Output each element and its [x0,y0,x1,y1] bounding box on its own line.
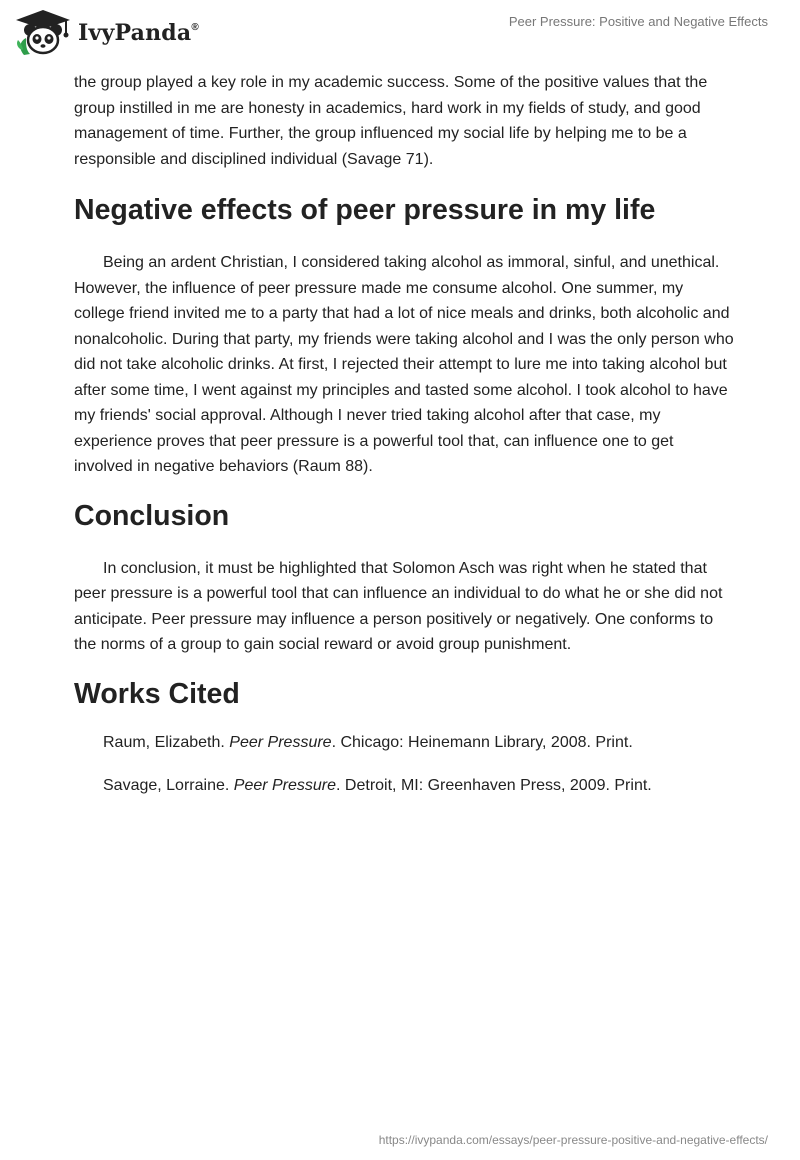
brand-name: IvyPanda® [78,20,199,46]
citation-entry: Savage, Lorraine. Peer Pressure. Detroit, MI: Greenhaven Press, 2009. Print. [103,776,652,794]
works-cited-heading: Works Cited [74,677,240,710]
panda-graduate-icon [14,8,72,58]
essay-title: Peer Pressure: Positive and Negative Effects [508,14,768,29]
page-header [0,0,800,64]
conclusion-paragraph: In conclusion, it must be highlighted that Solomon Asch was right when he stated that peer pressure is a powerful tool that can influence an individual to do what he or she did not anticipate. Peer pressure may influence a person positively or negatively. One conforms to the norms of a group to gain social reward or avoid group punishment. [74,559,723,653]
negative-effects-heading: Negative effects of peer pressure in my life [74,194,656,226]
source-url-link[interactable]: https://ivypanda.com/essays/peer-pressure-positive-and-negative-effects/ [378,1133,768,1147]
intro-paragraph: the group played a key role in my academic success. Some of the positive values that the group instilled in me are honesty in academics, hard work in my fields of study, and good management of time. Further, the group influenced my social life by helping me to be a responsible and disciplined individual (Savage 71). [74,74,708,168]
brand-logo[interactable] [14,8,199,58]
citation-entry: Raum, Elizabeth. Peer Pressure. Chicago: Heinemann Library, 2008. Print. [103,733,633,751]
conclusion-heading: Conclusion [74,499,230,532]
essay-content [74,70,734,818]
negative-effects-paragraph: Being an ardent Christian, I considered taking alcohol as immoral, sinful, and unethical. However, the influence of peer pressure made me consume alcohol. One summer, my college friend invited me to a party that had a lot of nice meals and drinks, both alcoholic and nonalcoholic. During that party, my friends were taking alcohol and I was the only person who did not take alcoholic drinks. At first, I rejected their attempt to lure me into taking alcohol but after some time, I went against my principles and tasted some alcohol. I took alcohol to have my friends' social approval. Although I never tried taking alcohol after that case, my experience proves that peer pressure is a powerful tool that, can influence one to get involved in negative behaviors (Raum 88). [74,254,734,475]
